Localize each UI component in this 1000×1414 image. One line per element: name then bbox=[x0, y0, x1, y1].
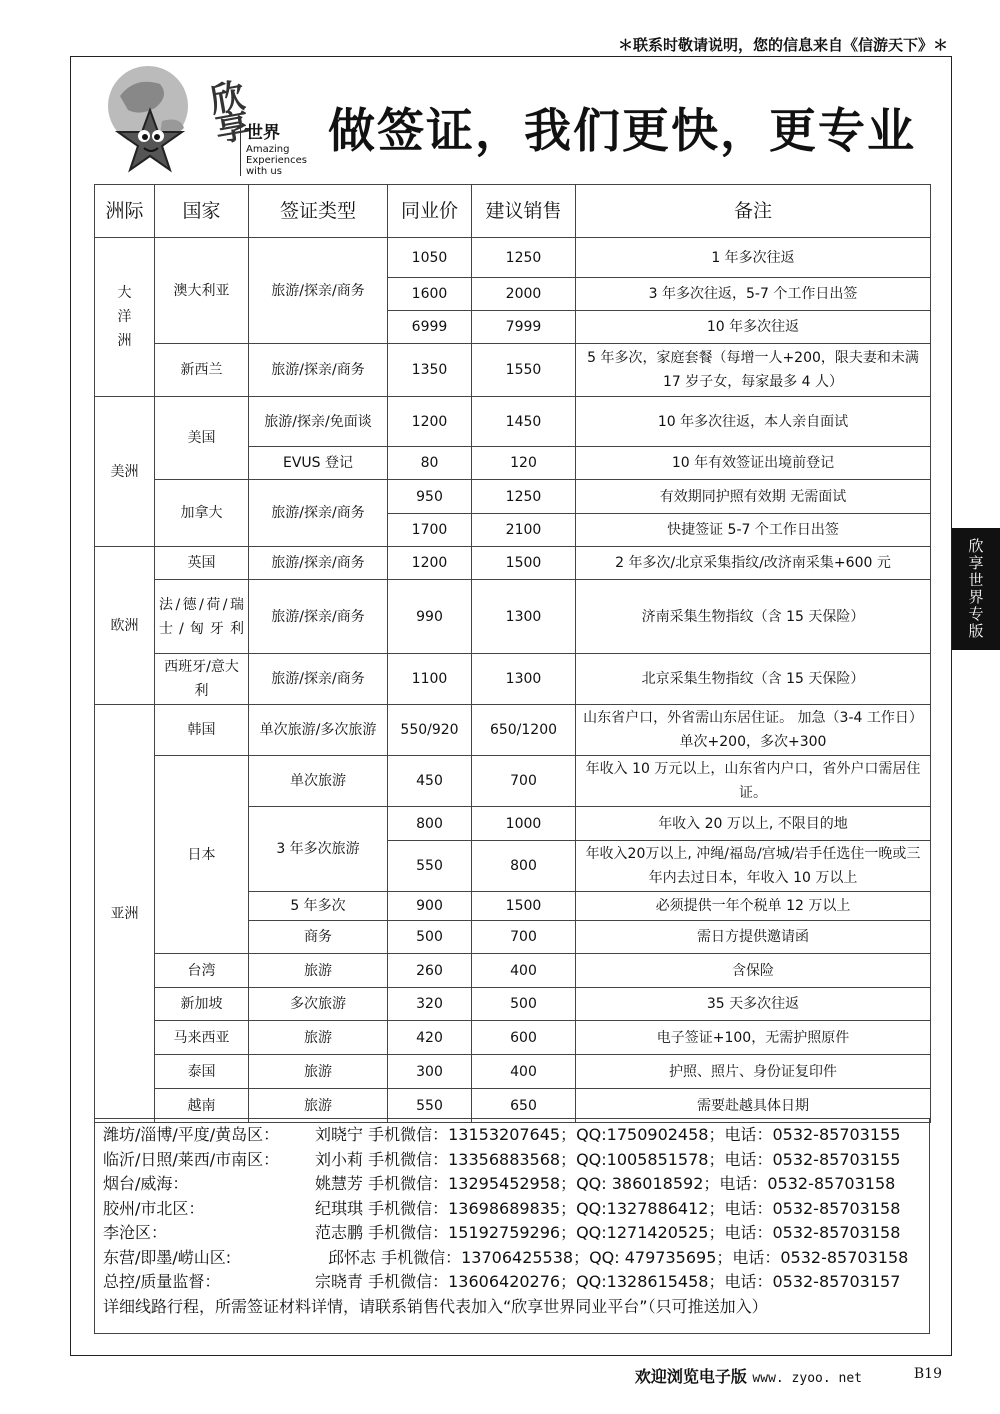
contact-area: 李沧区： bbox=[103, 1223, 168, 1242]
price-cell: 1700 bbox=[388, 514, 472, 547]
price-cell: 80 bbox=[388, 447, 472, 480]
sell-cell: 500 bbox=[472, 988, 576, 1021]
table-row bbox=[95, 344, 931, 397]
price-cell: 1200 bbox=[388, 547, 472, 580]
table-row bbox=[95, 988, 931, 1021]
price-cell: 550/920 bbox=[388, 705, 472, 756]
price-cell: 550 bbox=[388, 1089, 472, 1123]
contact-area: 总控/质量监督： bbox=[103, 1272, 221, 1291]
contact-name: 范志鹏 bbox=[315, 1223, 364, 1242]
contact-name-info bbox=[315, 1123, 900, 1148]
contact-area: 临沂/日照/莱西/市南区： bbox=[103, 1149, 280, 1169]
country-cell: 新西兰 bbox=[155, 344, 249, 397]
table-row bbox=[95, 547, 931, 580]
table-row bbox=[95, 397, 931, 447]
country-cell: 泰国 bbox=[155, 1055, 249, 1089]
country-cell: 英国 bbox=[155, 547, 249, 580]
footer-url-link[interactable]: www. zyoo. net bbox=[752, 1371, 862, 1386]
note-cell: 含保险 bbox=[576, 954, 931, 988]
sell-cell: 700 bbox=[472, 921, 576, 954]
visa-type-cell: 旅游/探亲/商务 bbox=[249, 547, 388, 580]
sell-cell: 1450 bbox=[472, 397, 576, 447]
sell-cell: 1550 bbox=[472, 344, 576, 397]
contact-area: 烟台/威海： bbox=[103, 1174, 189, 1193]
visa-type-cell: 旅游 bbox=[249, 1021, 388, 1055]
visa-price-table bbox=[94, 184, 931, 1123]
contact-name: 姚慧芳 bbox=[315, 1174, 364, 1193]
contact-row bbox=[103, 1221, 929, 1246]
visa-type-cell: EVUS 登记 bbox=[249, 447, 388, 480]
country-cell: 加拿大 bbox=[155, 480, 249, 547]
visa-type-cell: 旅游/探亲/商务 bbox=[249, 238, 388, 344]
price-cell: 1100 bbox=[388, 654, 472, 705]
contact-name-info bbox=[315, 1197, 900, 1222]
contact-info: 手机微信：15192759296；QQ:1271420525；电话：0532-85703158 bbox=[368, 1223, 901, 1242]
note-cell: 北京采集生物指纹（含 15 天保险） bbox=[576, 654, 931, 705]
visa-type-cell: 单次旅游 bbox=[249, 756, 388, 807]
sell-cell: 1300 bbox=[472, 654, 576, 705]
col-header-notes: 备注 bbox=[576, 185, 931, 238]
price-cell: 1600 bbox=[388, 278, 472, 311]
price-cell: 550 bbox=[388, 841, 472, 892]
sell-cell: 120 bbox=[472, 447, 576, 480]
contact-info: 手机微信：13698689835；QQ:1327886412；电话：0532-85703158 bbox=[368, 1198, 901, 1218]
note-cell: 1 年多次往返 bbox=[576, 238, 931, 278]
country-cell: 美国 bbox=[155, 397, 249, 480]
sell-cell: 1250 bbox=[472, 480, 576, 514]
source-note: ＊联系时敬请说明，您的信息来自《信游天下》＊ bbox=[617, 36, 948, 54]
sell-cell: 400 bbox=[472, 1055, 576, 1089]
visa-type-cell: 旅游/探亲/商务 bbox=[249, 654, 388, 705]
sell-cell: 7999 bbox=[472, 311, 576, 344]
price-cell: 900 bbox=[388, 892, 472, 921]
note-cell: 需要赴越具体日期 bbox=[576, 1089, 931, 1123]
table-row bbox=[95, 756, 931, 807]
country-cell: 法/德/荷/瑞士/匈牙利 bbox=[155, 580, 249, 654]
contact-info: 手机微信：13606420276；QQ:1328615458；电话：0532-85703157 bbox=[368, 1272, 901, 1291]
page-number: B19 bbox=[913, 1366, 942, 1382]
note-cell: 10 年多次往返 bbox=[576, 311, 931, 344]
country-cell: 西班牙/意大利 bbox=[155, 654, 249, 705]
note-cell: 10 年有效签证出境前登记 bbox=[576, 447, 931, 480]
contact-area: 潍坊/淄博/平度/黄岛区： bbox=[103, 1125, 280, 1144]
brand-name-cn: 世界 bbox=[246, 123, 280, 143]
price-cell: 6999 bbox=[388, 311, 472, 344]
sales-contacts bbox=[94, 1118, 930, 1334]
col-header-visa-type: 签证类型 bbox=[249, 185, 388, 238]
sell-cell: 1500 bbox=[472, 892, 576, 921]
note-cell: 必须提供一年个税单 12 万以上 bbox=[576, 892, 931, 921]
note-cell: 年收入 20 万以上, 不限目的地 bbox=[576, 807, 931, 841]
contact-name-info bbox=[315, 1221, 900, 1246]
note-cell: 3 年多次往返，5-7 个工作日出签 bbox=[576, 278, 931, 311]
continent-cell: 欧洲 bbox=[95, 547, 155, 705]
price-cell: 300 bbox=[388, 1055, 472, 1089]
note-cell: 年收入20万以上, 冲绳/福岛/宫城/岩手任选住一晚或三年内去过日本，年收入 10 万以上 bbox=[576, 841, 931, 892]
visa-type-cell: 旅游 bbox=[249, 1089, 388, 1123]
brand-logo bbox=[100, 66, 320, 178]
contact-row bbox=[103, 1270, 929, 1295]
contact-row bbox=[103, 1246, 929, 1271]
price-cell: 260 bbox=[388, 954, 472, 988]
note-cell: 山东省户口，外省需山东居住证。 加急（3-4 工作日）单次+200，多次+300 bbox=[576, 705, 931, 756]
sell-cell: 1300 bbox=[472, 580, 576, 654]
continent-cell: 美洲 bbox=[95, 397, 155, 547]
page-headline: 做签证，我们更快，更专业 bbox=[328, 104, 916, 159]
visa-type-cell: 旅游 bbox=[249, 1055, 388, 1089]
sell-cell: 1500 bbox=[472, 547, 576, 580]
contact-row bbox=[103, 1148, 929, 1173]
contact-info: 手机微信：13706425538；QQ: 479735695；电话：0532-85703158 bbox=[381, 1247, 909, 1267]
contacts-footer: 详细线路行程，所需签证材料详情，请联系销售代表加入“欣享世界同业平台”（只可推送加入） bbox=[103, 1296, 768, 1316]
contact-name: 刘小莉 bbox=[315, 1149, 364, 1169]
sell-cell: 1000 bbox=[472, 807, 576, 841]
note-cell: 快捷签证 5-7 个工作日出签 bbox=[576, 514, 931, 547]
visa-type-cell: 旅游/探亲/商务 bbox=[249, 344, 388, 397]
contact-info: 手机微信：13356883568；QQ:1005851578；电话：0532-85703155 bbox=[368, 1149, 901, 1169]
note-cell: 济南采集生物指纹（含 15 天保险） bbox=[576, 580, 931, 654]
price-cell: 320 bbox=[388, 988, 472, 1021]
side-tab-label: 欣享世界专版 bbox=[952, 528, 1000, 650]
continent-cell: 大洋洲 bbox=[95, 238, 155, 397]
col-header-continent: 洲际 bbox=[95, 185, 155, 238]
visa-type-cell: 单次旅游/多次旅游 bbox=[249, 705, 388, 756]
price-cell: 450 bbox=[388, 756, 472, 807]
note-cell: 2 年多次/北京采集指纹/改济南采集+600 元 bbox=[576, 547, 931, 580]
col-header-country: 国家 bbox=[155, 185, 249, 238]
sell-cell: 650/1200 bbox=[472, 705, 576, 756]
contact-area: 胶州/市北区： bbox=[103, 1198, 205, 1218]
note-cell: 有效期同护照有效期 无需面试 bbox=[576, 480, 931, 514]
col-header-suggested-price: 建议销售 bbox=[472, 185, 576, 238]
note-cell: 电子签证+100，无需护照原件 bbox=[576, 1021, 931, 1055]
visa-type-cell: 旅游/探亲/商务 bbox=[249, 580, 388, 654]
note-cell: 5 年多次，家庭套餐（每增一人+200，限夫妻和未满 17 岁子女，每家最多 4 人） bbox=[576, 344, 931, 397]
contact-name-info bbox=[315, 1172, 895, 1197]
visa-type-cell: 旅游 bbox=[249, 954, 388, 988]
country-cell: 马来西亚 bbox=[155, 1021, 249, 1055]
table-row bbox=[95, 1055, 931, 1089]
price-cell: 990 bbox=[388, 580, 472, 654]
sell-cell: 800 bbox=[472, 841, 576, 892]
contact-row bbox=[103, 1197, 929, 1222]
note-cell: 年收入 10 万元以上，山东省内户口，省外户口需居住证。 bbox=[576, 756, 931, 807]
table-row bbox=[95, 480, 931, 514]
sell-cell: 2000 bbox=[472, 278, 576, 311]
table-row bbox=[95, 705, 931, 756]
visa-type-cell: 5 年多次 bbox=[249, 892, 388, 921]
contact-name-info bbox=[315, 1270, 900, 1295]
price-cell: 800 bbox=[388, 807, 472, 841]
contact-name: 刘晓宁 bbox=[315, 1125, 364, 1144]
sell-cell: 700 bbox=[472, 756, 576, 807]
sell-cell: 400 bbox=[472, 954, 576, 988]
logo-glyphs: 欣享 bbox=[201, 77, 251, 144]
contact-name-info bbox=[315, 1148, 900, 1173]
price-cell: 1050 bbox=[388, 238, 472, 278]
price-cell: 950 bbox=[388, 480, 472, 514]
country-cell: 日本 bbox=[155, 756, 249, 954]
note-cell: 10 年多次往返，本人亲自面试 bbox=[576, 397, 931, 447]
col-header-trade-price: 同业价 bbox=[388, 185, 472, 238]
contact-name-info bbox=[328, 1246, 908, 1271]
country-cell: 越南 bbox=[155, 1089, 249, 1123]
price-cell: 1350 bbox=[388, 344, 472, 397]
contact-area: 东营/即墨/崂山区: bbox=[103, 1247, 232, 1267]
visa-type-cell: 商务 bbox=[249, 921, 388, 954]
contact-info: 手机微信：13153207645；QQ:1750902458；电话：0532-85703155 bbox=[368, 1125, 901, 1144]
contact-info: 手机微信：13295452958；QQ: 386018592；电话：0532-85703158 bbox=[368, 1174, 896, 1193]
contact-name: 纪琪琪 bbox=[315, 1198, 364, 1218]
table-header-row bbox=[95, 185, 931, 238]
footer-welcome bbox=[635, 1364, 862, 1387]
continent-cell: 亚洲 bbox=[95, 705, 155, 1123]
sell-cell: 650 bbox=[472, 1089, 576, 1123]
visa-type-cell: 旅游/探亲/商务 bbox=[249, 480, 388, 547]
price-cell: 500 bbox=[388, 921, 472, 954]
price-cell: 420 bbox=[388, 1021, 472, 1055]
contact-name: 邱怀志 bbox=[328, 1247, 377, 1267]
country-cell: 台湾 bbox=[155, 954, 249, 988]
country-cell: 新加坡 bbox=[155, 988, 249, 1021]
price-cell: 1200 bbox=[388, 397, 472, 447]
country-cell: 澳大利亚 bbox=[155, 238, 249, 344]
table-row bbox=[95, 238, 931, 278]
brand-slogan-en: Amazing Experiences with us bbox=[246, 144, 307, 177]
footer-welcome-text: 欢迎浏览电子版 bbox=[634, 1367, 747, 1386]
note-cell: 35 天多次往返 bbox=[576, 988, 931, 1021]
contact-row bbox=[103, 1172, 929, 1197]
table-row bbox=[95, 580, 931, 654]
note-cell: 需日方提供邀请函 bbox=[576, 921, 931, 954]
sell-cell: 600 bbox=[472, 1021, 576, 1055]
table-row bbox=[95, 954, 931, 988]
note-cell: 护照、照片、身份证复印件 bbox=[576, 1055, 931, 1089]
visa-type-cell: 3 年多次旅游 bbox=[249, 807, 388, 892]
table-row bbox=[95, 654, 931, 705]
contact-row bbox=[103, 1123, 929, 1148]
country-cell: 韩国 bbox=[155, 705, 249, 756]
sell-cell: 1250 bbox=[472, 238, 576, 278]
sell-cell: 2100 bbox=[472, 514, 576, 547]
visa-type-cell: 多次旅游 bbox=[249, 988, 388, 1021]
contact-name: 宗晓青 bbox=[315, 1272, 364, 1291]
table-row bbox=[95, 1021, 931, 1055]
visa-type-cell: 旅游/探亲/免面谈 bbox=[249, 397, 388, 447]
